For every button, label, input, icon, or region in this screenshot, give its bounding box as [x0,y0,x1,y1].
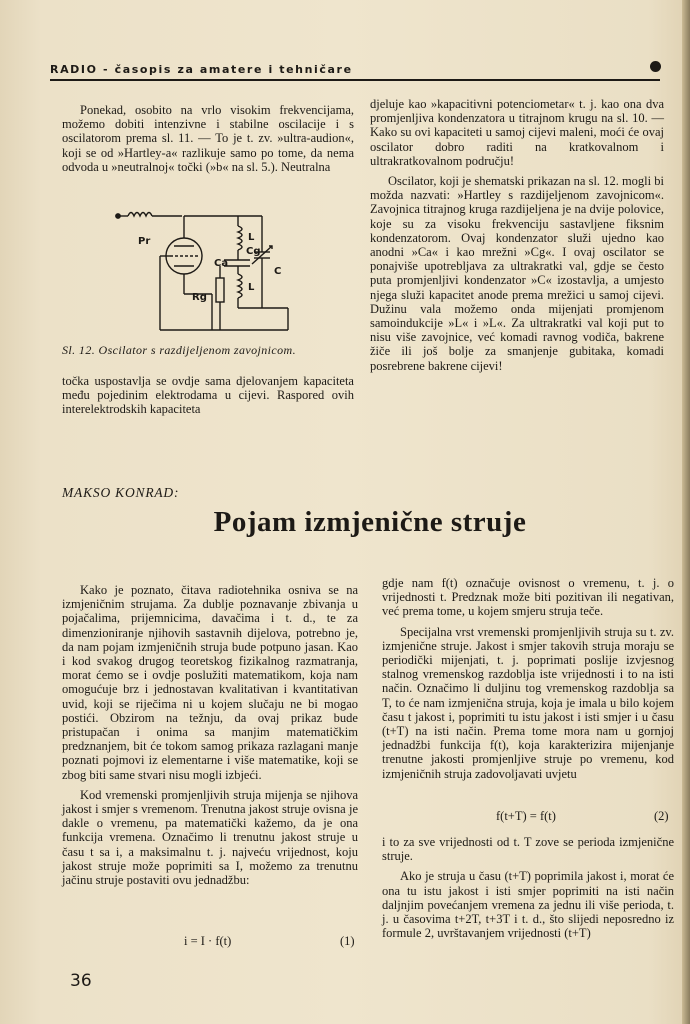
formula-1: i = I · f(t) [184,934,232,948]
label-pr: Pr [138,236,151,247]
paragraph: Specijalna vrst vremenski promjenljivih struja su t. zv. izmjenične struje. Jakost i smjer takovih struja moraju se periodički mijenjati, t. j. poprimati poslije izvjesnog stalnog vremenskog razdoblja iste vrijednosti i to na isti način. Označimo li duljinu tog vremenskog razdoblja sa T, to će nam izmjenična struja, koja je imala u bilo kojem času t jakost i, poprimiti tu istu jakost i isti smjer i u času (t+T) na isti način. Prema tome mora nam u gornjoj jednadžbi funkcija f(t), koja karakterizira mijenjanje trenutne jakosti promjenljive struje po vremenu, kod izmjeničnih struja zadovoljavati uvjetu [382,624,674,781]
article1-right-column [370,97,664,373]
article1-left-top [62,103,354,174]
paragraph: Ponekad, osobito na vrlo visokim frekvencijama, možemo dobiti intenzivne i stabilne oscilacije i s oscilatorom prema sl. 11. — To je t. zv. »ultra-audion«, koji se od »Hartley-a« razlikuje samo po tome, da nema odvoda u »neutralnoj« točki (»b« na sl. 5.). Neutralna [62,103,354,174]
formula-1-number: (1) [340,934,355,948]
running-header: RADIO - časopis za amatere i tehničare [50,63,353,76]
figure-caption: Sl. 12. Oscilator s razdijeljenom zavojnicom. [62,343,296,357]
article2-right-column-top [382,576,674,781]
paragraph: Kod vremenski promjenljivih struja mijenja se njihova jakost i smjer s vremenom. Trenutna jakost struje ovisna je dakle o vremenu, pa matematički kažemo, da je ona funkcija vremena. Označimo li trenutnu jakost struje u času t sa i, a maksimalnu t. j. najveću vrijednost, koju jakost struje može poprimiti sa I, možemo za trenutnu jačinu struje postaviti ovu jednadžbu: [62,787,358,888]
article-title: Pojam izmjenične struje [213,506,527,538]
paragraph: Kako je poznato, čitava radiotehnika osniva se na izmjeničnim strujama. Za dublje poznavanje zbivanja u pojačalima, prijemnicima, davačima i t. d., te za dimenzioniranje njihovih sastavnih dijelova, potrebno je, da nam pojam izmjeničnih struja bude potpuno jasan. Kao i kod svakog drugog teoretskog fizikalnog razmatranja, morat ćemo se i ovdje poslužiti matematikom, koja nam omogućuje brz i jednostavan kvalitativan i kvantitativan uvid, koji se riječima ni u kojem slučaju ne bi mogao postići. Obzirom na težnju, da ovaj prikaz bude pristupačan i onima sa manjim matematičkim predznanjem, bit će tokom samog prikaza razlagani manje poznati pojmovi iz elementarne i više matematike, koji se zbog biti same stvari nisu mogli izbjeći. [62,583,358,782]
formula-2: f(t+T) = f(t) [496,809,556,823]
paragraph: i to za sve vrijednosti od t. T zove se perioda izmjenične struje. [382,835,674,864]
page-edge [682,0,690,1024]
paragraph: gdje nam f(t) označuje ovisnost o vremenu, t. j. o vrijednosti t. Predznak može biti pozitivan ili negativan, već prema tome, u kojem smjeru struja teče. [382,576,674,619]
article2-right-column-bottom [382,835,674,940]
oscillator-circuit-diagram [112,204,308,332]
label-c: C [274,266,282,277]
paragraph: djeluje kao »kapacitivni potenciometar« t. j. kao ona dva promjenljiva kondenzatora u titrajnom krugu na sl. 10. — Kako su ovi kapaciteti u samoj cijevi maleni, moći će ovaj oscilator dobro raditi na kratkovalnom i ultrakratkovalnom području! [370,97,664,168]
header-bullet [650,61,661,72]
formula-2-number: (2) [654,809,669,823]
label-cg: Cg [246,246,261,257]
article2-left-column [62,583,358,887]
label-ca: Ca [214,258,229,269]
header-rule [50,79,660,81]
author-byline: MAKSO KONRAD: [62,485,180,500]
paragraph: Ako je struja u času (t+T) poprimila jakost i, morat će ona tu istu jakost i isti smjer poprimiti na isti način daljnjim povećanjem vremena za jednu ili više perioda, t. j. u časovima t+2T, t+3T i t. d., što slijedi neposredno iz formule 2, uvrštavanjem vrijednosti (t+T) [382,869,674,941]
label-l-bottom: L [248,282,255,293]
label-l-top: L [248,232,255,243]
page-number: 36 [70,971,92,991]
label-rg: Rg [192,292,207,303]
article1-left-bottom [62,374,354,417]
paragraph: Oscilator, koji je shematski prikazan na sl. 12. mogli bi možda nazvati: »Hartley s razdijeljenom zavojnicom«. Zavojnica titrajnog kruga razdijeljena je na dvije polovice, koje su za visoku frekvenciju sastavljene fiksnim kondenzatorom. Ovaj kondenzator služi ujedno kao anodni »Ca« i kao mrežni »Cg«. I ovaj oscilator se ponajviše upotrebljava za ultrakratki val, gdje se često puta promjenljivi kondenzator »C« izostavlja, a umjesto njega služi kapacitet anode prema mrežici u samoj cijevi. Dužinu vala možemo onda mijenjati promjenom samoindukcije »L« i »L«. Za ultrakratki val koji put to nisu više zavojnice, već komadi ravnog vodiča, bakrene žiče ili još bolje za smanjenje gubitaka, komadi posrebrene bakrene cijevi! [370,174,664,373]
paragraph: točka uspostavlja se ovdje sama djelovanjem kapaciteta među pojedinim elektrodama u cijevi. Raspored ovih interelektrodskih kapaciteta [62,374,354,417]
